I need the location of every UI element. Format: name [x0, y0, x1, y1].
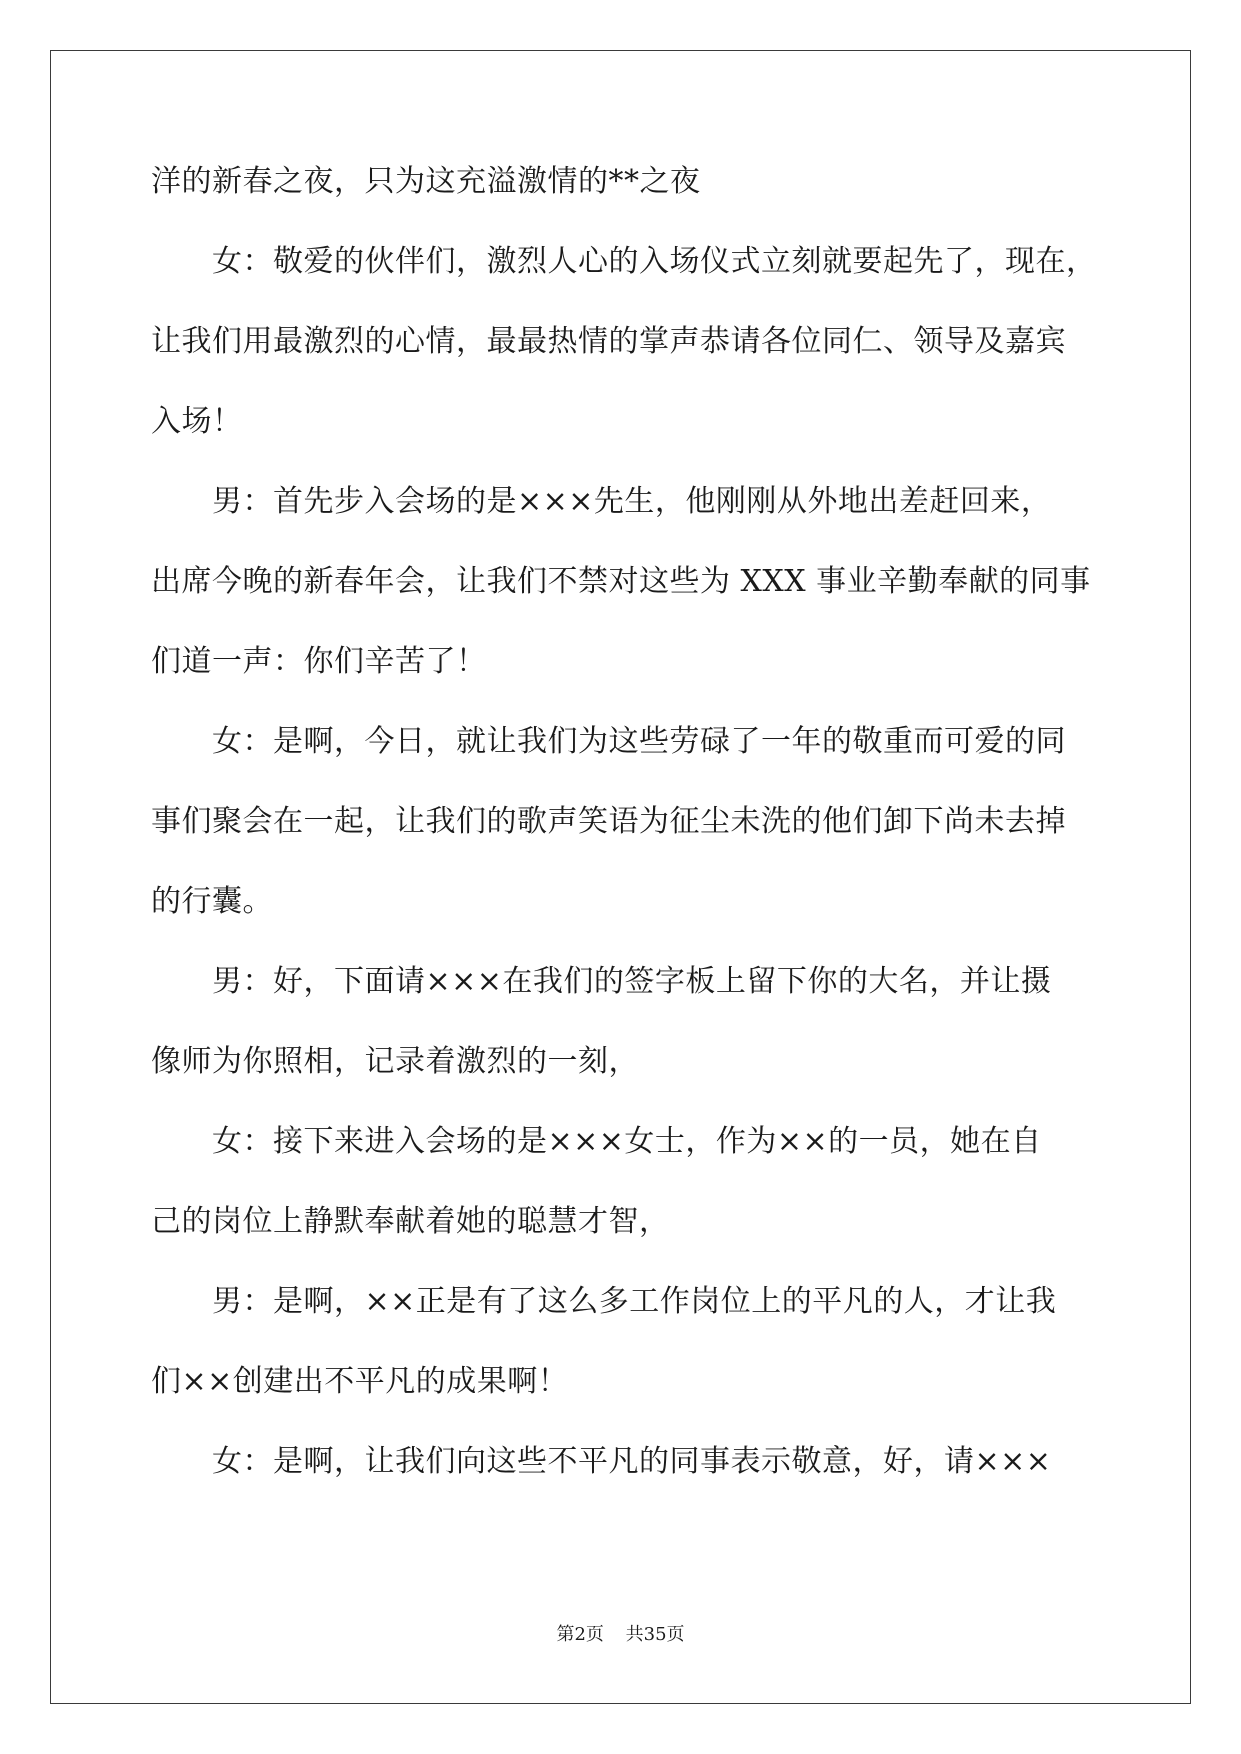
- text-line: 像师为你照相，记录着激烈的一刻，: [151, 1044, 639, 1079]
- text-line: 让我们用最激烈的心情，最最热情的掌声恭请各位同仁、领导及嘉宾: [151, 324, 1066, 359]
- text-line: 己的岗位上静默奉献着她的聪慧才智，: [151, 1204, 670, 1239]
- text-line: 洋的新春之夜，只为这充溢激情的**之夜: [151, 164, 701, 199]
- text-line: 的行囊。: [151, 884, 273, 919]
- text-line: 女：敬爱的伙伴们，激烈人心的入场仪式立刻就要起先了，现在，: [212, 244, 1097, 279]
- text-line: 男：好，下面请×××在我们的签字板上留下你的大名，并让摄: [212, 964, 1052, 999]
- text-line: 们××创建出不平凡的成果啊！: [151, 1364, 569, 1399]
- text-line: 女：是啊，让我们向这些不平凡的同事表示敬意，好，请×××: [212, 1444, 1052, 1479]
- text-line: 女：是啊，今日，就让我们为这些劳碌了一年的敬重而可爱的同: [212, 724, 1066, 759]
- text-line: 男：是啊，××正是有了这么多工作岗位上的平凡的人，才让我: [212, 1284, 1057, 1319]
- page-footer: [0, 1620, 1241, 1646]
- text-line: 入场！: [151, 404, 243, 439]
- text-line: 男：首先步入会场的是×××先生，他刚刚从外地出差赶回来，: [212, 484, 1052, 519]
- page-number: 第2页: [556, 1624, 604, 1645]
- page-total: 共35页: [625, 1624, 685, 1645]
- text-line: 女：接下来进入会场的是×××女士，作为××的一员，她在自: [212, 1124, 1042, 1159]
- text-line: 们道一声：你们辛苦了！: [151, 644, 487, 679]
- text-line: 事们聚会在一起，让我们的歌声笑语为征尘未洗的他们卸下尚未去掉: [151, 804, 1066, 839]
- text-line: 出席今晚的新春年会，让我们不禁对这些为 XXX 事业辛勤奉献的同事: [151, 564, 1091, 599]
